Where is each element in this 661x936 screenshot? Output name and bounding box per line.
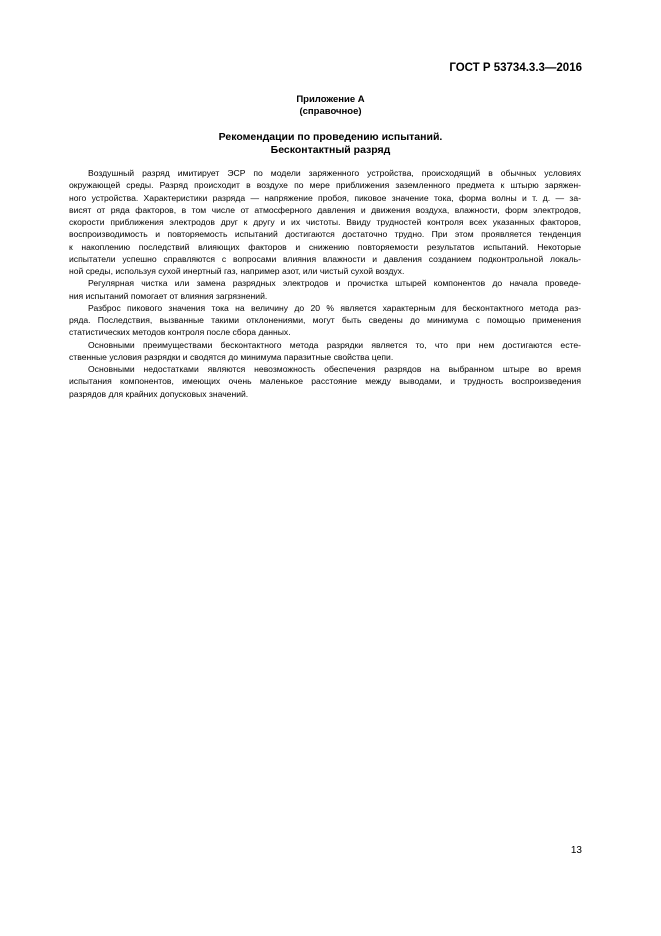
section-title-line-2: Бесконтактный разряд — [270, 144, 391, 156]
page-number: 13 — [570, 845, 582, 856]
paragraph-line: к накоплению последствий влияющих факторов и снижению повторяемости результатов испытаний. Некоторые — [69, 241, 581, 252]
paragraph — [69, 339, 581, 364]
paragraph — [69, 363, 581, 400]
paragraph-line: Основными недостатками являются невозможность обеспечения разрядов на выбранном штыре во время — [88, 364, 581, 374]
appendix-heading — [0, 94, 661, 118]
paragraph-line: Регулярная чистка или замена разрядных электродов и прочистка штырей компонентов до начала проведе- — [88, 278, 581, 289]
section-title — [0, 131, 661, 157]
appendix-label: Приложение А — [296, 94, 365, 105]
paragraph-line: ния испытаний помогает от влияния загрязнений. — [69, 290, 268, 301]
paragraph-line: воспроизводимость и повторяемость испытаний достигаются достаточно трудно. При этом проявляется тенденция — [69, 229, 581, 240]
paragraph-line: Разброс пикового значения тока на величину до 20 % является характерным для бесконтактного метода раз- — [88, 302, 581, 313]
section-title-line-1: Рекомендации по проведению испытаний. — [218, 131, 443, 143]
body-text — [69, 167, 581, 400]
paragraph — [69, 302, 581, 339]
paragraph-line: статистических методов контроля после сбора данных. — [69, 327, 291, 338]
appendix-type: (справочное) — [299, 106, 362, 117]
paragraph-line: испытания компонентов, имеющих очень маленькое расстояние между выводами, и трудность воспроизведения — [69, 376, 581, 387]
paragraph-line: висят от ряда факторов, в том числе от атмосферного давления и движения воздуха, влажности, форм электродов, — [69, 204, 581, 215]
paragraph-line: окружающей среды. Разряд происходит в воздухе по мере приближения заземленного предмета к штырю заряжен- — [69, 180, 581, 191]
paragraph-line: скорости приближения электродов друг к другу и их чистоты. Ввиду трудностей контроля всех указанных факторов, — [69, 217, 581, 227]
paragraph-line: разрядов для крайних допусковых значений. — [69, 388, 249, 399]
paragraph-line: Основными преимуществами бесконтактного метода разрядки является то, что при нем достигаются есте- — [88, 339, 581, 350]
document-code: ГОСТ Р 53734.3.3—2016 — [449, 62, 582, 74]
paragraph-line: ряда. Последствия, вызванные такими отклонениями, могут быть сведены до минимума с помощью применения — [69, 315, 581, 325]
paragraph — [69, 167, 581, 277]
paragraph-line: Воздушный разряд имитирует ЭСР по модели заряженного устройства, происходящий в обычных условиях — [88, 168, 581, 178]
paragraph-line: ственные условия разрядки и сводятся до минимума паразитные свойства цепи. — [69, 351, 394, 362]
paragraph-line: ного устройства. Характеристики разряда — напряжение пробоя, пиковое значение тока, форма волны и т. д. — за- — [69, 192, 581, 203]
paragraph-line: ной среды, используя сухой инертный газ, например азот, или чистый сухой воздух. — [69, 266, 405, 276]
paragraph-line: испытатели успешно справляются с вопросами влияния влажности и давления созданием подконтрольной локаль- — [69, 253, 581, 264]
paragraph — [69, 277, 581, 302]
